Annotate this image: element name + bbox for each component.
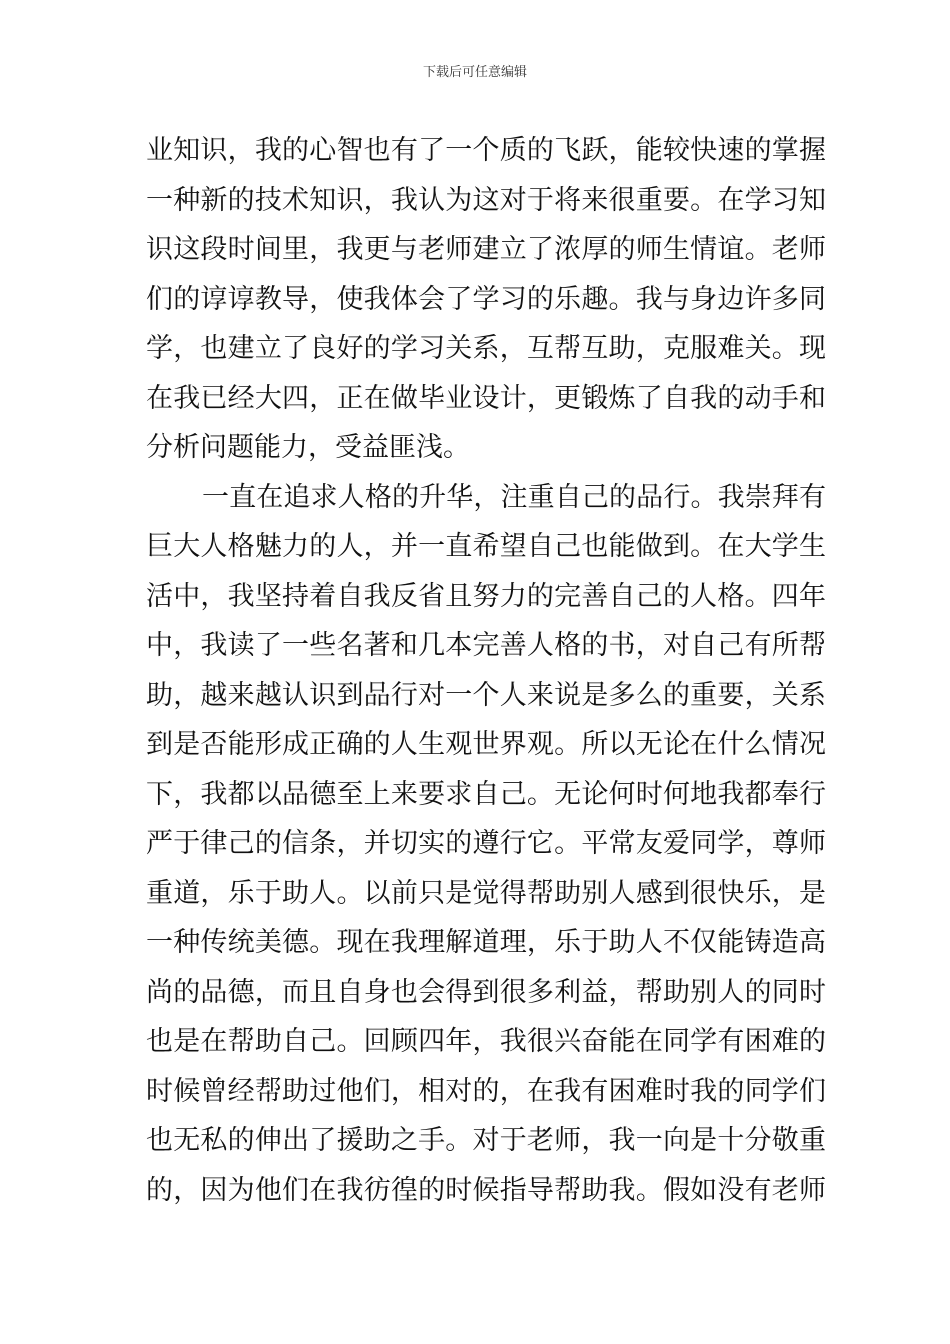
text-line: 时候曾经帮助过他们，相对的，在我有困难时我的同学们 bbox=[146, 1075, 826, 1107]
text-line: 也是在帮助自己。回顾四年，我很兴奋能在同学有困难的 bbox=[146, 1026, 826, 1057]
text-line-paragraph-start: 一直在追求人格的升华，注重自己的品行。我崇拜有 bbox=[202, 481, 826, 513]
text-line: 识这段时间里，我更与老师建立了浓厚的师生情谊。老师 bbox=[146, 234, 826, 265]
text-line: 到是否能形成正确的人生观世界观。所以无论在什么情况 bbox=[146, 729, 826, 760]
text-line-paragraph-end: 分析问题能力，受益匪浅。 bbox=[146, 432, 470, 463]
text-line: 在我已经大四，正在做毕业设计，更锻炼了自我的动手和 bbox=[146, 382, 826, 414]
text-line: 助，越来越认识到品行对一个人来说是多么的重要，关系 bbox=[146, 679, 826, 711]
text-line: 业知识，我的心智也有了一个质的飞跃，能较快速的掌握 bbox=[146, 135, 826, 166]
document-body bbox=[146, 126, 826, 1215]
text-line: 学，也建立了良好的学习关系，互帮互助，克服难关。现 bbox=[146, 333, 826, 364]
text-line: 严于律己的信条，并切实的遵行它。平常友爱同学，尊师 bbox=[146, 828, 826, 859]
text-line: 一种传统美德。现在我理解道理，乐于助人不仅能铸造高 bbox=[146, 927, 826, 958]
text-line: 下，我都以品德至上来要求自己。无论何时何地我都奉行 bbox=[146, 778, 826, 810]
text-line: 中，我读了一些名著和几本完善人格的书，对自己有所帮 bbox=[146, 630, 826, 661]
text-line: 重道，乐于助人。以前只是觉得帮助别人感到很快乐，是 bbox=[146, 877, 826, 909]
text-line: 们的谆谆教导，使我体会了学习的乐趣。我与身边许多同 bbox=[146, 283, 826, 315]
text-line: 一种新的技术知识，我认为这对于将来很重要。在学习知 bbox=[146, 184, 826, 216]
text-line: 尚的品德，而且自身也会得到很多利益，帮助别人的同时 bbox=[146, 976, 826, 1008]
text-line: 活中，我坚持着自我反省且努力的完善自己的人格。四年 bbox=[146, 580, 826, 612]
text-line: 的，因为他们在我彷徨的时候指导帮助我。假如没有老师 bbox=[146, 1174, 826, 1206]
text-line: 巨大人格魅力的人，并一直希望自己也能做到。在大学生 bbox=[146, 531, 826, 562]
text-line: 也无私的伸出了援助之手。对于老师，我一向是十分敬重 bbox=[146, 1125, 826, 1156]
page-header-note: 下载后可任意编辑 bbox=[422, 65, 527, 80]
